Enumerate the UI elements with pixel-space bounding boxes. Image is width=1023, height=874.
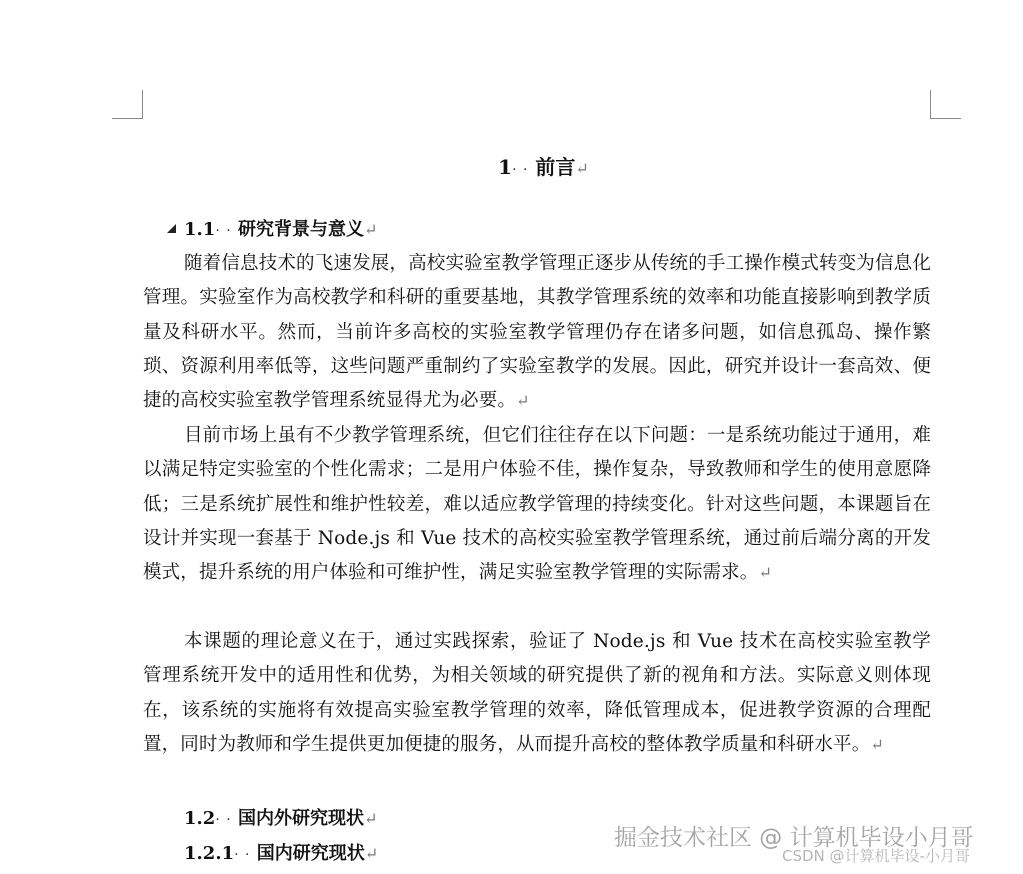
paragraph-mark-icon: ↵ — [870, 734, 884, 754]
watermark-subtext: CSDN @计算机毕设-小月哥 — [782, 847, 970, 865]
section-number: 1.2.1 — [184, 843, 235, 864]
paragraph-text: 目前市场上虽有不少教学管理系统，但它们往往存在以下问题：一是系统功能过于通用，难以满足特定实验室的个性化需求；二是用户体验不佳，操作复杂，导致教师和学生的使用意愿降低；三是系统扩展性和维护性较差，难以适应教学管理的持续变化。针对这些问题，本课题旨在设计并实现一套基于 Node.js 和 Vue 技术的高校实验室教学管理系统，通过前后端分离的开发模式，提升系统的用户体验和可维护性，满足实验室教学管理的实际需求。 — [143, 425, 931, 584]
section-number: 1.2 — [184, 808, 216, 829]
chapter-heading[interactable] — [0, 153, 1023, 184]
body-paragraph[interactable] — [143, 419, 931, 590]
chapter-title: 前言 — [535, 155, 576, 179]
margin-mark-top-right — [930, 90, 961, 119]
collapse-triangle-icon[interactable] — [167, 224, 176, 233]
paragraph-mark-icon: ↵ — [364, 844, 379, 863]
paragraph-mark-icon: ↵ — [363, 220, 378, 239]
paragraph-mark-icon: ↵ — [363, 809, 378, 828]
paragraph-mark-icon: ↵ — [575, 159, 589, 178]
separator-dots: · · — [215, 812, 232, 828]
paragraph-text: 本课题的理论意义在于，通过实践探索，验证了 Node.js 和 Vue 技术在高校实验室教学管理系统开发中的适用性和优势，为相关领域的研究提供了新的视角和方法。实际意义则体现在，该系统的实施将有效提高实验室教学管理的效率，降低管理成本，促进教学资源的合理配置，同时为教师和学生提供更加便捷的服务，从而提升高校的整体教学质量和科研水平。 — [143, 631, 931, 755]
chapter-number: 1 — [498, 155, 513, 179]
paragraph-mark-icon: ↵ — [758, 563, 773, 583]
body-paragraph[interactable] — [143, 625, 931, 762]
section-heading-1-2-1[interactable] — [184, 842, 378, 867]
margin-mark-top-left — [112, 90, 143, 119]
paragraph-mark-icon: ↵ — [516, 391, 530, 411]
section-title: 国内外研究现状 — [237, 808, 364, 829]
section-heading-1-1[interactable] — [184, 218, 377, 243]
watermark-text: 掘金技术社区 @ 计算机毕设小月哥 — [614, 825, 974, 851]
paragraph-text: 随着信息技术的飞速发展，高校实验室教学管理正逐步从传统的手工操作模式转变为信息化管理。实验室作为高校教学和科研的重要基地，其教学管理系统的效率和功能直接影响到教学质量及科研水平。然而，当前许多高校的实验室教学管理仍存在诸多问题，如信息孤岛、操作繁琐、资源利用率低等，这些问题严重制约了实验室教学的发展。因此，研究并设计一套高效、便捷的高校实验室教学管理系统显得尤为必要。 — [143, 253, 931, 412]
separator-dots: · · — [234, 847, 251, 863]
section-title: 国内研究现状 — [256, 843, 365, 864]
section-number: 1.1 — [184, 219, 216, 240]
section-heading-1-2[interactable] — [184, 807, 377, 832]
section-title: 研究背景与意义 — [237, 219, 364, 240]
separator-dots: · · — [215, 223, 232, 239]
body-paragraph[interactable] — [143, 247, 931, 418]
separator-dots: · · — [512, 162, 529, 178]
